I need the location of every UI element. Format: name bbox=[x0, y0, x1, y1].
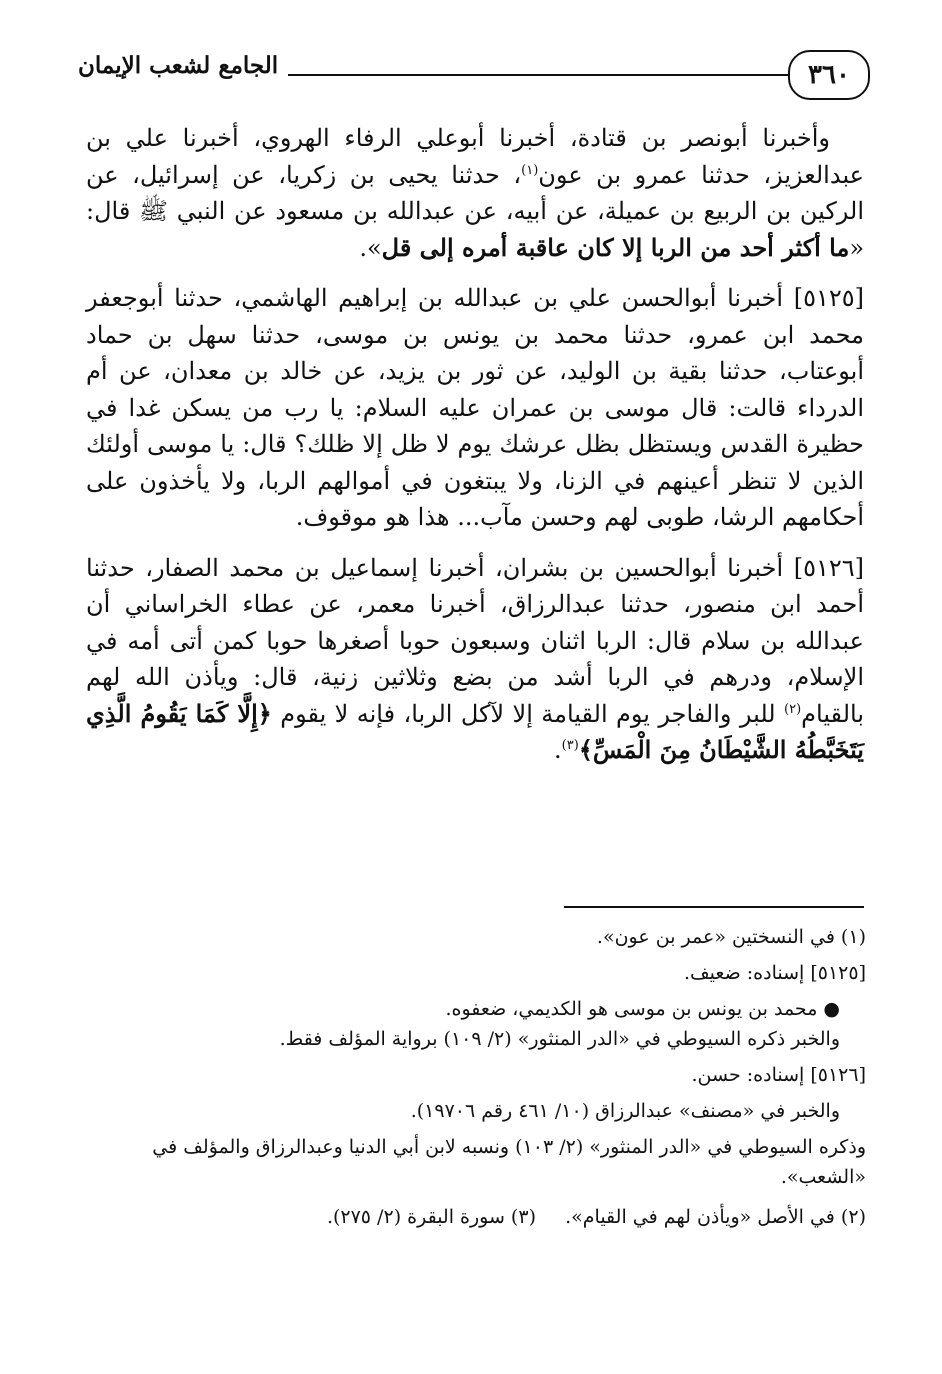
main-text bbox=[86, 120, 864, 769]
quran-verse: ﴿إِلَّا كَمَا يَقُومُ الَّذِي يَتَخَبَّطُهُ الشَّيْطَانُ مِنَ الْمَسِّ﴾ bbox=[86, 698, 864, 764]
paragraph-5126-text: [٥١٢٦] أخبرنا أبوالحسين بن بشران، أخبرنا إسماعيل بن محمد الصفار، حدثنا أحمد ابن منصور، حدثنا عبدالرزاق، أخبرنا معمر، عن عطاء الخراساني أن عبدالله بن سلام قال: الربا اثنان وسبعون حوبا أصغرها حوبا كمن أتى أمه في الإسلام، ودرهم في الربا أشد من بضع وثلاثين زنية، قال: ويأذن الله لهم بالقيام bbox=[86, 553, 865, 728]
paragraph-1-text-b: ، حدثنا يحيى بن زكريا، عن إسرائيل، عن الركين بن الربيع بن عميلة، عن أبيه، عن عبدالله بن مسعود عن النبي ﷺ قال: « bbox=[86, 160, 864, 262]
paragraph-1-text: وأخبرنا أبونصر بن قتادة، أخبرنا أبوعلي الرفاء الهروي، أخبرنا علي بن عبدالعزيز، حدثنا عمرو بن عون bbox=[86, 124, 865, 189]
page-header bbox=[78, 44, 870, 104]
footnote-2: (٢) في الأصل «ويأذن لهم في القيام». bbox=[565, 1206, 866, 1228]
footnotes bbox=[86, 922, 866, 1232]
footnote-ref-1: (١) bbox=[521, 162, 539, 178]
footnote-1: (١) في النسختين «عمر بن عون». bbox=[596, 926, 866, 948]
footnotes-bottom-row bbox=[86, 1202, 866, 1232]
paragraph-5126 bbox=[86, 550, 864, 769]
footnote-5126-head: [٥١٢٦] إسناده: حسن. bbox=[691, 1064, 866, 1086]
paragraph-5126-text-b: للبر والفاجر يوم القيامة إلا لآكل الربا، فإنه لا يقوم bbox=[271, 699, 784, 728]
paragraph-5125 bbox=[86, 280, 864, 536]
book-title: الجامع لشعب الإيمان bbox=[78, 52, 279, 79]
footnote-5125-note: والخبر ذكره السيوطي في «الدر المنثور» (٢/ ١٠٩) برواية المؤلف فقط. bbox=[279, 1028, 840, 1050]
footnote-5125-bullet: ● محمد بن يونس بن موسى هو الكديمي، ضعفوه. bbox=[445, 998, 840, 1020]
paragraph-5125-text: [٥١٢٥] أخبرنا أبوالحسن علي بن عبدالله بن إبراهيم الهاشمي، حدثنا أبوجعفر محمد ابن عمرو، حدثنا محمد بن يونس بن موسى، حدثنا سهل بن حماد أبوعتاب، حدثنا بقية بن الوليد، عن ثور بن يزيد، عن خالد بن معدان، عن أم الدرداء قالت: قال موسى بن عمران عليه السلام: يا رب من يسكن غدا في حظيرة القدس ويستظل بظل عرشك يوم لا ظل إلا ظلك؟ قال: يا موسى أولئك الذين لا تنظر أعينهم في الزنا، ولا يبتغون في أموالهم الربا، ولا يأخذون على أحكامهم الرشا، طوبى لهم وحسن مآب... هذا هو موقوف. bbox=[86, 284, 864, 531]
footnote-5126-note-2: وذكره السيوطي في «الدر المنثور» (٢/ ١٠٣) ونسبه لابن أبي الدنيا وعبدالرزاق والمؤلف في «الشعب». bbox=[152, 1136, 866, 1188]
page-number: ٣٦٠ bbox=[788, 50, 870, 100]
paragraph-1 bbox=[86, 120, 864, 266]
paragraph-1-end: ». bbox=[359, 233, 382, 262]
footnote-ref-2: (٢) bbox=[784, 701, 802, 717]
footnote-ref-3: (٣) bbox=[561, 738, 579, 753]
header-rule bbox=[288, 74, 788, 76]
hadith-text: ما أكثر أحد من الربا إلا كان عاقبة أمره إلى قل bbox=[381, 232, 850, 262]
footnote-5125-head: [٥١٢٥] إسناده: ضعيف. bbox=[683, 962, 866, 984]
paragraph-5126-end: . bbox=[554, 736, 562, 764]
footnote-5126-note-1: والخبر في «مصنف» عبدالرزاق (١٠/ ٤٦١ رقم ١٩٧٠٦). bbox=[410, 1100, 840, 1122]
footnote-3: (٣) سورة البقرة (٢/ ٢٧٥). bbox=[326, 1206, 536, 1228]
footnote-separator bbox=[564, 906, 864, 908]
